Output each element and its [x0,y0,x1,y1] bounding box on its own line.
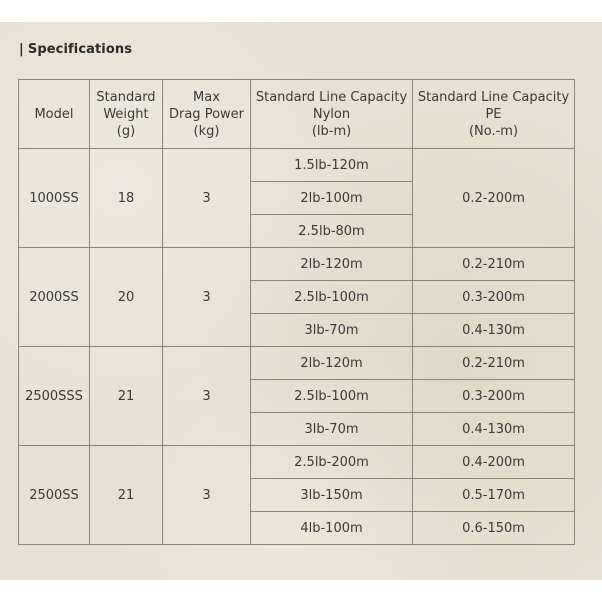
drag-cell: 3 [163,446,251,545]
nylon-cell: 2.5lb-200m [251,446,413,479]
pe-cell: 0.2-210m [413,347,575,380]
header-row [19,80,575,149]
weight-cell: 21 [90,446,163,545]
nylon-cell: 2.5lb-100m [251,281,413,314]
header-pe-line: (No.-m) [468,123,519,139]
nylon-cell: 2.5lb-80m [251,215,413,248]
weight-cell: 18 [90,149,163,248]
header-weight-line: Weight [103,106,149,122]
header-pe-line: PE [485,106,502,122]
nylon-cell: 3lb-70m [251,314,413,347]
header-nylon-line: Nylon [312,106,351,122]
weight-cell: 20 [90,248,163,347]
header-drag-line: Drag Power [168,106,244,122]
nylon-cell: 2lb-120m [251,347,413,380]
pe-cell: 0.3-200m [413,281,575,314]
drag-cell: 3 [163,347,251,446]
header-weight-line: Standard [96,89,156,105]
weight-cell: 21 [90,347,163,446]
table-row [19,446,575,479]
header-drag [163,80,251,149]
drag-cell: 3 [163,149,251,248]
pe-cell: 0.2-200m [413,149,575,248]
specifications-panel [0,22,602,580]
specifications-table [18,79,575,545]
nylon-cell: 3lb-150m [251,479,413,512]
table-row [19,248,575,281]
header-weight [90,80,163,149]
header-nylon [251,80,413,149]
section-title: Specifications [27,42,133,57]
model-cell: 2500SSS [19,347,90,446]
drag-cell: 3 [163,248,251,347]
model-cell: 1000SS [19,149,90,248]
pe-cell: 0.3-200m [413,380,575,413]
pe-cell: 0.4-200m [413,446,575,479]
table-row [19,347,575,380]
pe-cell: 0.6-150m [413,512,575,545]
header-model-line: Model [34,106,74,122]
header-nylon-line: (lb-m) [311,123,352,139]
header-model [19,80,90,149]
nylon-cell: 3lb-70m [251,413,413,446]
section-heading [19,42,132,57]
nylon-cell: 4lb-100m [251,512,413,545]
heading-bar: | [19,42,24,57]
header-pe [413,80,575,149]
model-cell: 2500SS [19,446,90,545]
pe-cell: 0.4-130m [413,314,575,347]
header-weight-line: (g) [116,123,136,139]
table-row [19,149,575,182]
nylon-cell: 2lb-120m [251,248,413,281]
header-nylon-line: Standard Line Capacity [255,89,408,105]
nylon-cell: 2lb-100m [251,182,413,215]
header-drag-line: Max [193,89,220,105]
pe-cell: 0.4-130m [413,413,575,446]
model-cell: 2000SS [19,248,90,347]
nylon-cell: 1.5lb-120m [251,149,413,182]
header-pe-line: Standard Line Capacity [417,89,570,105]
pe-cell: 0.2-210m [413,248,575,281]
nylon-cell: 2.5lb-100m [251,380,413,413]
pe-cell: 0.5-170m [413,479,575,512]
header-drag-line: (kg) [193,123,220,139]
